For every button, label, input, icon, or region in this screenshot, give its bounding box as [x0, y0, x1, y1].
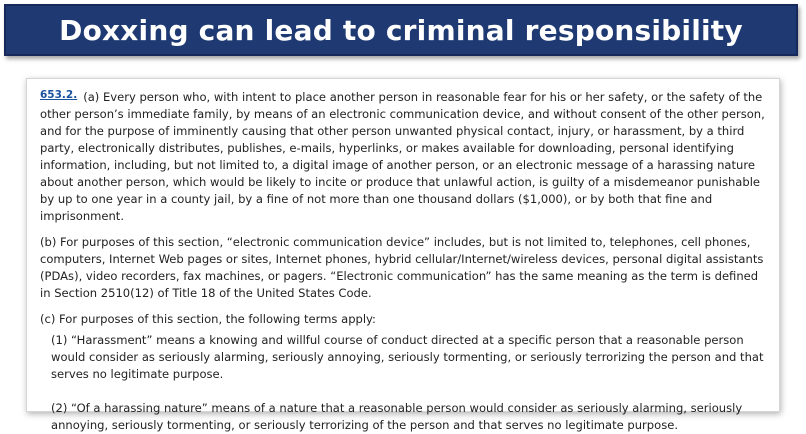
banner-title: Doxxing can lead to criminal responsibility — [59, 13, 743, 47]
paragraph-a-text: (a) Every person who, with intent to place another person in reasonable fear for his or her safety, or the safety of the other person’s immediate family, by means of an electronic communication device, and without consent of the other person, and for the purpose of imminently causing that other person unwanted physical contact, injury, or harassment, by a third party, electronically distributes, publishes, e-mails, hyperlinks, or makes available for downloading, personal identifying information, including, but not limited to, a digital image of another person, or an electronic message of a harassing nature about another person, which would be likely to incite or produce that unlawful action, is guilty of a misdemeanor punishable by up to one year in a county jail, by a fine of not more than one thousand dollars ($1,000), or by both that fine and imprisonment. — [40, 90, 765, 223]
paragraph-b: (b) For purposes of this section, “electronic communication device” includes, but is not limited to, telephones, cell phones, computers, Internet Web pages or sites, Internet phones, hybrid cellular/Internet/wireless devices, personal digital assistants (PDAs), video recorders, fax machines, or pagers. “Electronic communication” has the same meaning as the term is defined in Section 2510(12) of Title 18 of the United States Code. — [40, 235, 764, 300]
paragraph-c: (c) For purposes of this section, the following terms apply: — [40, 312, 376, 326]
subparagraph-2: (2) “Of a harassing nature” means of a nature that a reasonable person would consider as seriously alarming, seriously annoying, seriously tormenting, or seriously terrorizing of the person and that serves no legitimate purpose. — [51, 401, 743, 432]
paragraph-a — [40, 87, 767, 225]
statute-panel — [26, 78, 780, 432]
title-banner — [4, 4, 798, 56]
section-number-link[interactable]: 653.2. — [40, 89, 78, 101]
subparagraph-1: (1) “Harassment” means a knowing and willful course of conduct directed at a specific person that a reasonable person would consider as seriously alarming, seriously annoying, seriously tormenting, or seriously terrorizing the person and that serves no legitimate purpose. — [51, 333, 764, 381]
